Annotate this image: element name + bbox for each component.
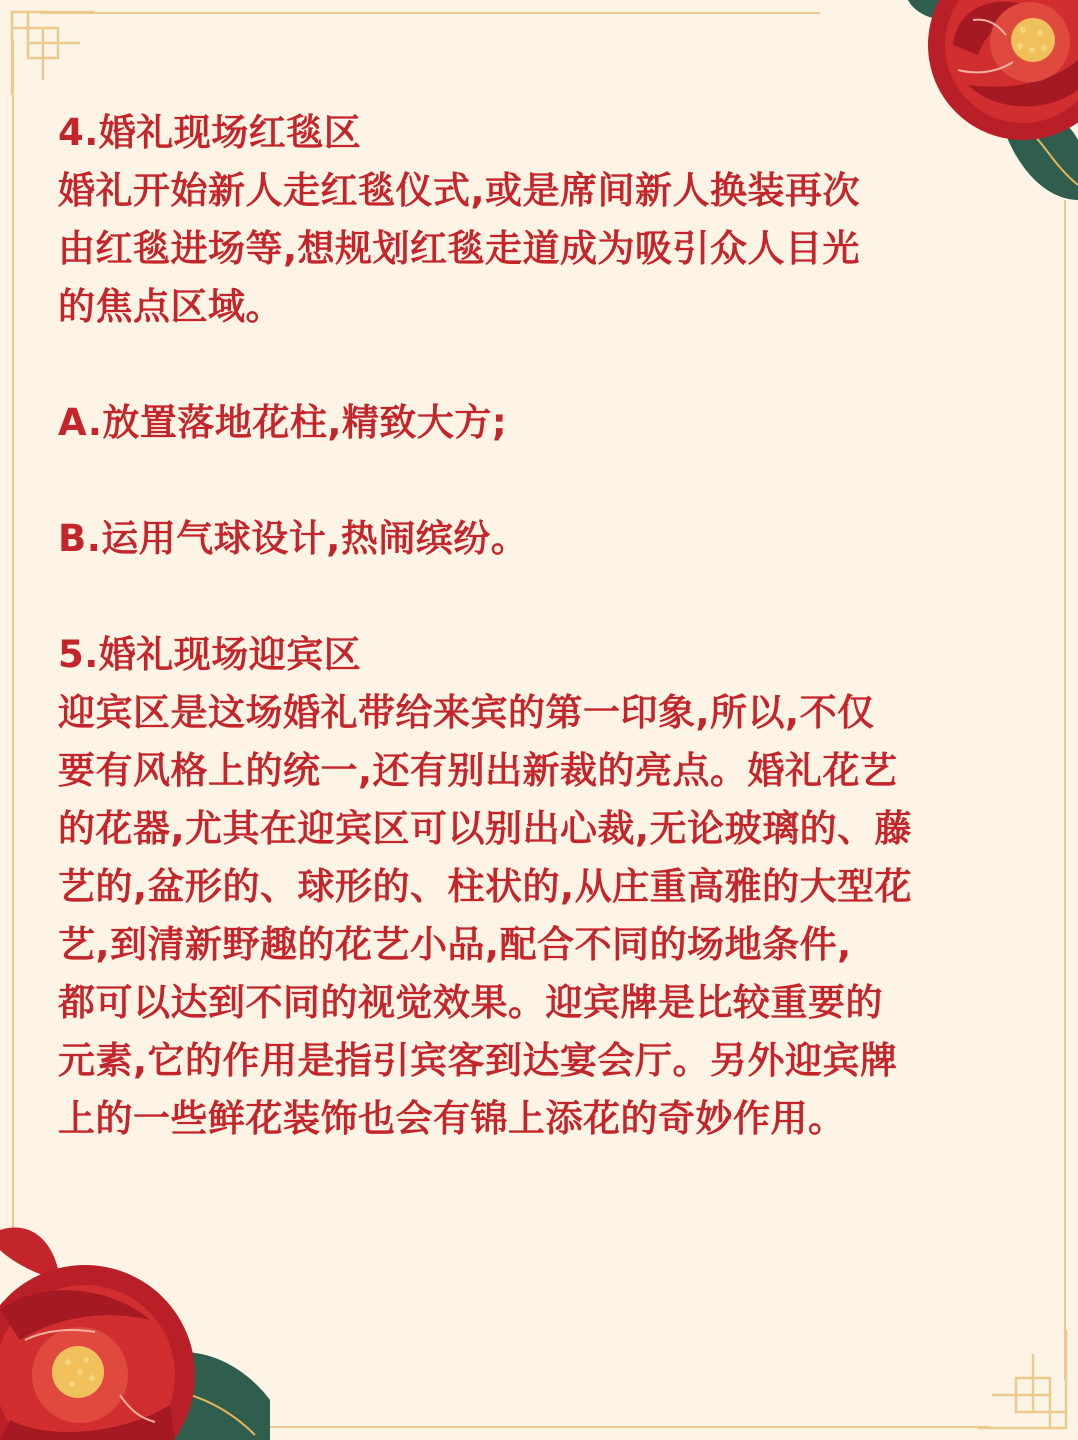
section-4-heading: 4.婚礼现场红毯区 — [58, 111, 362, 154]
section-5-heading: 5.婚礼现场迎宾区 — [58, 633, 362, 676]
lattice-corner-icon — [0, 0, 95, 95]
section-4-item-a: A.放置落地花柱,精致大方; — [58, 401, 508, 444]
section-4-item-b: B.运用气球设计,热闹缤纷。 — [58, 517, 529, 560]
section-4-line-3: 的焦点区域。 — [58, 285, 283, 328]
section-5-line-3: 的花器,尤其在迎宾区可以别出心裁,无论玻璃的、藤 — [58, 807, 913, 850]
section-5-line-6: 都可以达到不同的视觉效果。迎宾牌是比较重要的 — [58, 981, 883, 1024]
gold-border-bottom — [270, 1426, 990, 1428]
spacer — [58, 452, 1028, 510]
lattice-corner-icon — [978, 1330, 1078, 1440]
peony-flower-icon — [0, 1190, 270, 1440]
section-5-line-7: 元素,它的作用是指引宾客到达宴会厅。另外迎宾牌 — [58, 1039, 898, 1082]
section-5-line-4: 艺的,盆形的、球形的、柱状的,从庄重高雅的大型花 — [58, 865, 913, 908]
article-text — [58, 104, 1028, 1148]
section-4-line-2: 由红毯进场等,想规划红毯走道成为吸引众人目光 — [58, 227, 861, 270]
spacer — [58, 568, 1028, 626]
section-4-line-1: 婚礼开始新人走红毯仪式,或是席间新人换装再次 — [58, 169, 861, 212]
section-5-line-1: 迎宾区是这场婚礼带给来宾的第一印象,所以,不仅 — [58, 691, 875, 734]
section-5-line-2: 要有风格上的统一,还有别出新裁的亮点。婚礼花艺 — [58, 749, 898, 792]
gold-border-top — [40, 12, 820, 14]
gold-border-left — [12, 40, 14, 1240]
section-5-line-5: 艺,到清新野趣的花艺小品,配合不同的场地条件, — [58, 923, 852, 966]
gold-border-right — [1064, 200, 1066, 1380]
section-5-line-8: 上的一些鲜花装饰也会有锦上添花的奇妙作用。 — [58, 1097, 846, 1140]
spacer — [58, 336, 1028, 394]
